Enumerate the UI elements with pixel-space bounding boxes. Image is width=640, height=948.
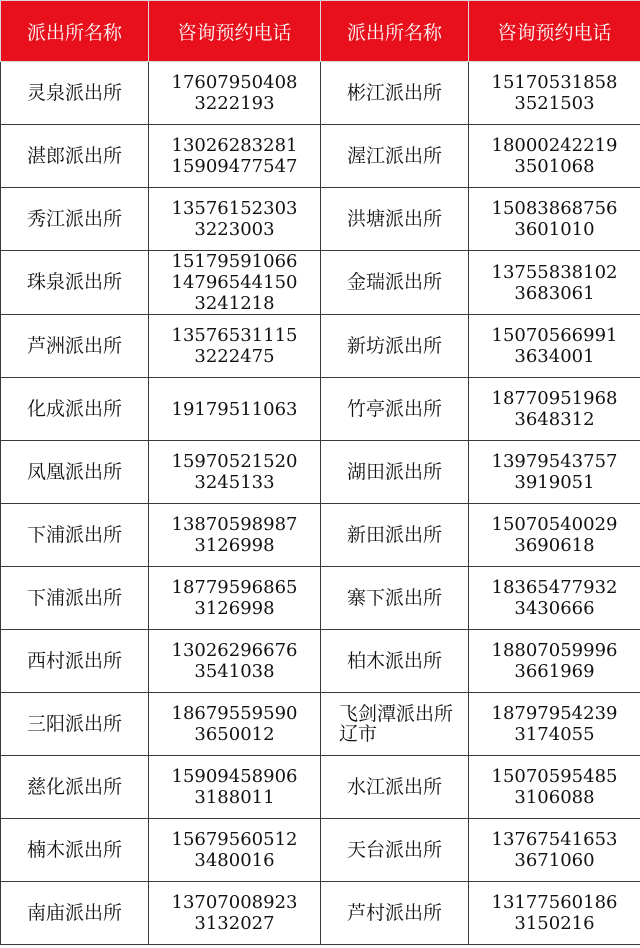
phone-cell — [469, 62, 640, 125]
station-name-cell — [321, 756, 469, 819]
phone-number: 3132027 — [194, 913, 275, 934]
table-row — [1, 125, 640, 188]
station-name-cell — [321, 504, 469, 567]
station-name-cell — [321, 441, 469, 504]
phone-number: 13576152303 — [171, 198, 298, 219]
phone-number: 13707008923 — [171, 892, 298, 913]
station-name-cell: 珠泉派出所 — [1, 251, 149, 315]
station-name-cell — [321, 378, 469, 441]
station-name-text: 渥江派出所 — [346, 144, 442, 167]
header-station-name-1: 派出所名称 — [1, 1, 149, 62]
phone-cell — [469, 882, 640, 945]
station-name-cell — [321, 315, 469, 378]
phone-number: 3245133 — [194, 472, 275, 493]
phone-number: 15070566991 — [491, 325, 618, 346]
phone-number: 15970521520 — [171, 451, 298, 472]
phone-cell — [469, 504, 640, 567]
station-name-cell: 南庙派出所 — [1, 882, 149, 945]
phone-number: 15909477547 — [171, 156, 298, 177]
phone-number: 13767541653 — [491, 829, 618, 850]
station-name-text: 芦村派出所 — [346, 901, 442, 924]
phone-number: 3501068 — [514, 156, 595, 177]
phone-number: 3690618 — [514, 535, 595, 556]
phone-number: 3648312 — [514, 409, 595, 430]
phone-number: 3683061 — [514, 282, 595, 304]
phone-cell — [469, 693, 640, 756]
phone-number: 3480016 — [194, 850, 275, 871]
phone-number: 13755838102 — [491, 261, 618, 283]
station-name-cell: 三阳派出所 — [1, 693, 149, 756]
station-name-cell: 芦洲派出所 — [1, 315, 149, 378]
table-row — [1, 693, 640, 756]
station-name-text: 竹亭派出所 — [346, 397, 442, 420]
phone-number: 3126998 — [194, 535, 275, 556]
station-name-cell — [321, 188, 469, 251]
phone-cell — [469, 188, 640, 251]
header-station-name-2: 派出所名称 — [321, 1, 469, 62]
station-name-text: 洪塘派出所 — [346, 207, 442, 230]
table-row — [1, 504, 640, 567]
table-row — [1, 882, 640, 945]
phone-number: 15679560512 — [171, 829, 298, 850]
phone-number: 18770951968 — [491, 388, 618, 409]
phone-number: 15083868756 — [491, 198, 618, 219]
station-name-text: 柏木派出所 — [346, 649, 442, 672]
phone-number: 15909458906 — [171, 766, 298, 787]
phone-number: 18797954239 — [491, 703, 618, 724]
station-name-text: 彬江派出所 — [346, 81, 442, 104]
phone-number: 3174055 — [514, 724, 595, 745]
phone-cell — [149, 62, 321, 125]
phone-number: 3241218 — [194, 293, 275, 314]
phone-number: 13026296676 — [171, 640, 298, 661]
phone-number: 13979543757 — [491, 451, 618, 472]
phone-number: 3541038 — [194, 661, 275, 682]
phone-number: 3661969 — [514, 661, 595, 682]
table-row — [1, 756, 640, 819]
phone-number: 3188011 — [194, 787, 275, 808]
station-name-cell — [321, 693, 469, 756]
phone-number: 3126998 — [194, 598, 275, 619]
phone-cell — [149, 630, 321, 693]
phone-cell — [469, 567, 640, 630]
table-row — [1, 630, 640, 693]
table-row — [1, 567, 640, 630]
station-name-cell — [321, 819, 469, 882]
phone-number: 13177560186 — [491, 892, 618, 913]
phone-cell — [469, 441, 640, 504]
station-name-cell: 下浦派出所 — [1, 567, 149, 630]
station-name-cell — [321, 882, 469, 945]
phone-cell — [469, 819, 640, 882]
table-row — [1, 315, 640, 378]
station-name-text: 新田派出所 — [346, 523, 442, 546]
phone-number: 18679559590 — [171, 703, 298, 724]
phone-number: 3671060 — [514, 850, 595, 871]
phone-cell — [149, 756, 321, 819]
header-phone-2: 咨询预约电话 — [469, 1, 640, 62]
phone-number: 19179511063 — [171, 398, 298, 420]
phone-number: 3222193 — [194, 93, 275, 114]
table-row — [1, 188, 640, 251]
phone-cell — [149, 188, 321, 251]
station-name-cell — [321, 251, 469, 315]
phone-number: 3634001 — [514, 346, 595, 367]
station-name-text: 天台派出所 — [346, 838, 442, 861]
phone-number: 18779596865 — [171, 577, 298, 598]
table-row — [1, 62, 640, 125]
station-name-text: 湖田派出所 — [346, 460, 442, 483]
station-name-cell — [321, 125, 469, 188]
phone-cell — [469, 251, 640, 315]
table-header — [1, 1, 640, 62]
table-row — [1, 378, 640, 441]
station-name-cell: 慈化派出所 — [1, 756, 149, 819]
phone-cell — [149, 882, 321, 945]
station-name-text: 金瑞派出所 — [346, 271, 442, 293]
station-name-cell — [321, 62, 469, 125]
phone-cell — [149, 125, 321, 188]
phone-number: 13026283281 — [171, 135, 298, 156]
phone-number: 3150216 — [514, 913, 595, 934]
station-name-cell: 化成派出所 — [1, 378, 149, 441]
phone-number: 3919051 — [514, 472, 595, 493]
station-name-text: 寨下派出所 — [346, 586, 442, 609]
table-row — [1, 251, 640, 315]
phone-number: 3430666 — [514, 598, 595, 619]
station-name-text: 新坊派出所 — [346, 334, 442, 357]
phone-number: 15179591066 — [171, 251, 298, 272]
station-name-cell: 湛郎派出所 — [1, 125, 149, 188]
header-phone-1: 咨询预约电话 — [149, 1, 321, 62]
phone-number: 18807059996 — [491, 640, 618, 661]
phone-cell — [469, 125, 640, 188]
station-name-cell — [321, 630, 469, 693]
phone-number: 17607950408 — [171, 72, 298, 93]
phone-number: 3106088 — [514, 787, 595, 808]
station-name-cell — [321, 567, 469, 630]
station-name-text: 辽市 — [339, 723, 378, 745]
table-row — [1, 441, 640, 504]
phone-cell — [469, 378, 640, 441]
phone-cell — [149, 441, 321, 504]
phone-number: 3222475 — [194, 346, 275, 367]
phone-number: 18000242219 — [491, 135, 618, 156]
station-name-text: 水江派出所 — [346, 775, 442, 798]
phone-number: 15170531858 — [491, 72, 618, 93]
phone-cell — [469, 756, 640, 819]
phone-number: 3650012 — [194, 724, 275, 745]
phone-number: 15070595485 — [491, 766, 618, 787]
phone-number: 15070540029 — [491, 514, 618, 535]
phone-cell — [149, 567, 321, 630]
phone-number: 13870598987 — [171, 514, 298, 535]
phone-cell — [149, 819, 321, 882]
phone-cell — [149, 693, 321, 756]
phone-number: 3223003 — [194, 219, 275, 240]
phone-number: 3601010 — [514, 219, 595, 240]
phone-cell — [469, 315, 640, 378]
station-name-cell: 秀江派出所 — [1, 188, 149, 251]
phone-number: 3521503 — [514, 93, 595, 114]
phone-number: 18365477932 — [491, 577, 618, 598]
station-name-cell: 下浦派出所 — [1, 504, 149, 567]
station-name-cell: 灵泉派出所 — [1, 62, 149, 125]
station-name-cell: 西村派出所 — [1, 630, 149, 693]
table-body — [1, 62, 640, 945]
phone-cell — [149, 251, 321, 315]
station-name-cell: 凤凰派出所 — [1, 441, 149, 504]
station-name-cell: 楠木派出所 — [1, 819, 149, 882]
phone-number: 13576531115 — [171, 325, 298, 346]
table-row — [1, 819, 640, 882]
phone-cell — [149, 378, 321, 441]
station-name-text: 飞剑潭派出所 — [339, 703, 454, 725]
phone-cell — [469, 630, 640, 693]
phone-cell — [149, 315, 321, 378]
phone-cell — [149, 504, 321, 567]
header-row — [1, 1, 640, 62]
phone-number: 14796544150 — [171, 272, 298, 293]
